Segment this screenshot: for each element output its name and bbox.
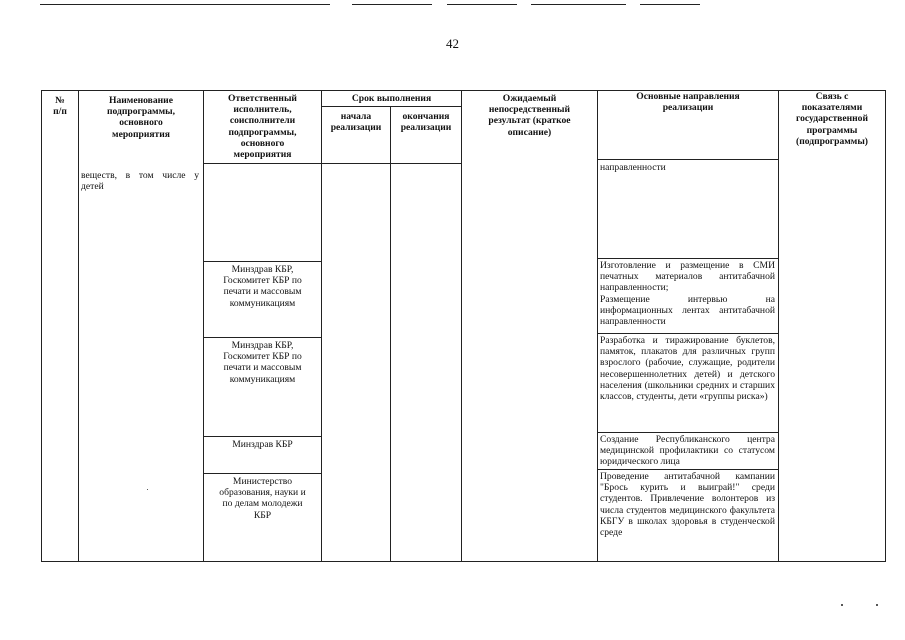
direction-continued: направленности [600,162,666,173]
header-result: Ожидаемый непосредственный результат (краткое описание) [488,93,571,138]
header-link: Связь с показателями государственной программы (подпрограммы) [795,91,868,147]
header-name: Наименование подпрограммы, основного мероприятия [106,95,175,140]
scan-speck [841,604,843,606]
row-executor: Министерство образования, науки и по делам молодежи КБР [219,476,306,521]
header-directions: Основные направления реализации [636,91,740,114]
row-direction: Создание Республиканского центра медицинской профилактики со статусом юридического лица [600,434,775,468]
header-end: окончания реализации [400,111,452,134]
row-direction: Проведение антитабачной кампании "Брось курить и выиграй!" среди студентов. Привлечение волонтеров из числа студентов медицинского факультета КБГУ в школах здоровья в студенческой среде [600,471,775,539]
row-direction: Изготовление и размещение в СМИ печатных материалов антитабачной направленности; Размещение интервью на информационных лентах антитабачной направленности [600,260,775,328]
page-number: 42 [446,36,459,51]
scan-speck [876,604,878,606]
row-executor: Минздрав КБР, Госкомитет КБР по печати и массовым коммуникациям [223,340,302,385]
header-executor: Ответственный исполнитель, соисполнители подпрограммы, основного мероприятия [228,93,297,161]
header-start: начала реализации [330,111,382,134]
scan-speck [147,489,148,490]
name-continued: веществ, в том числе у детей [81,170,199,193]
row-executor: Минздрав КБР, Госкомитет КБР по печати и массовым коммуникациям [223,264,302,309]
row-direction: Разработка и тиражирование буклетов, памяток, плакатов для различных групп взрослого (рабочие, служащие, родители несовершеннолетних детей) и детского населения (школьники средних и старших классов, студенты, дети «группы риска») [600,335,775,403]
header-number: № п/п [53,95,67,118]
header-term: Срок выполнения [351,93,432,104]
row-executor: Минздрав КБР [232,439,293,450]
